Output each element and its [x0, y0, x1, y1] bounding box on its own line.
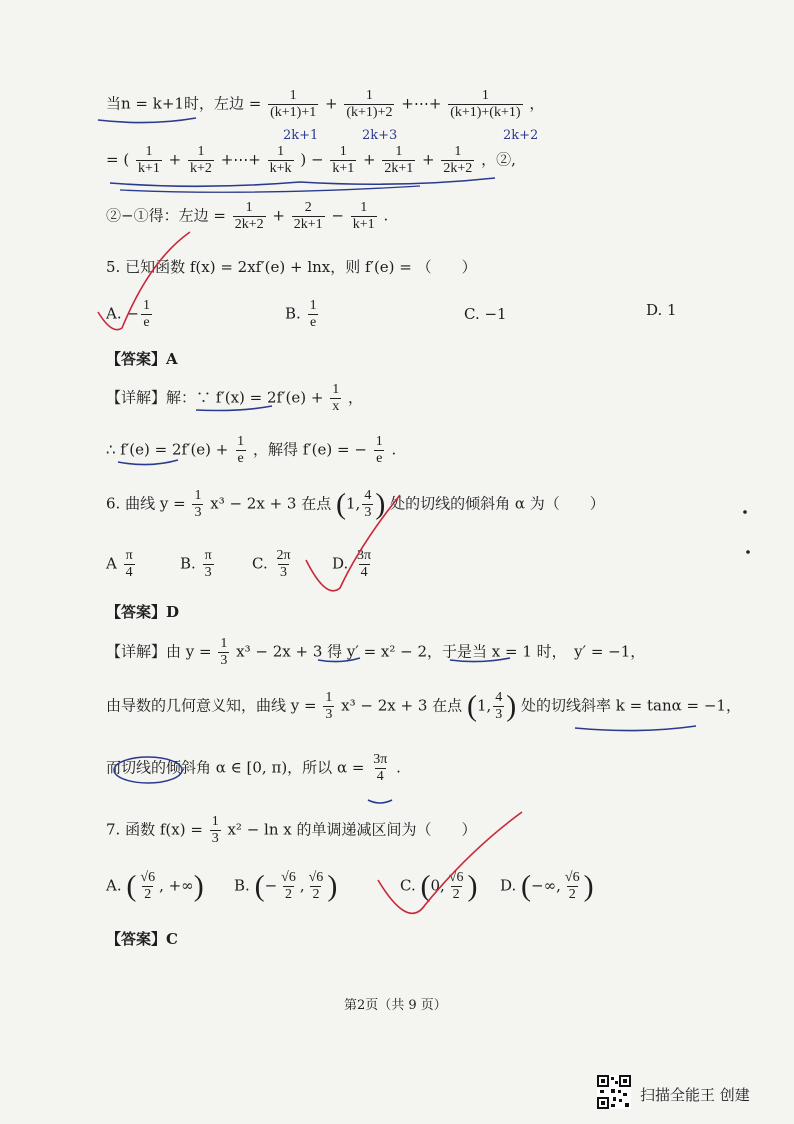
underline-mark [98, 118, 196, 123]
q7-option-c: C. (0, $\frac{√6}{2}$ ) [400, 869, 478, 903]
stray-mark [743, 510, 747, 514]
page-footer: 第2页（共 9 页） [344, 998, 447, 1013]
underline-mark [575, 726, 696, 731]
underline-mark [110, 178, 495, 186]
fraction: $\frac{1}{k+1}$ [352, 200, 375, 232]
handwritten-note: 2k+1 [283, 128, 319, 143]
q6-option-c: C. $\frac{2\pi}{3}$ [252, 548, 291, 580]
q5-therefore: ∴ f′(e) = 2f′(e) + $\frac{1}{e}$ ，解得 f′(e) = − $\frac{1}{e}$ . [106, 434, 397, 466]
q5-option-a: A. − $\frac{1}{e}$ [106, 298, 150, 330]
fraction: $\frac{1}{(k+1)+(k+1)}$ [450, 88, 521, 120]
check-mark [98, 232, 190, 330]
q7-option-a: A. ( $\frac{√6}{2}$ , +∞) [106, 869, 204, 903]
watermark-text: 扫描全能王 创建 [640, 1086, 750, 1104]
q6-option-d: D. $\frac{3\pi}{4}$ [332, 548, 372, 580]
q6-detail-2: 由导数的几何意义知，曲线 y = $\frac{1}{3}$ x³ − 2x + 3 在点 (1, $\frac{4}{3}$ ) 处的切线斜率 k = tanα = −1， [106, 689, 741, 723]
underline-mark [318, 658, 360, 662]
q7-option-b: B. (− $\frac{√6}{2}$ , $\frac{√6}{2}$ ) [234, 869, 338, 903]
fraction: $\frac{1}{(k+1)+1}$ [270, 88, 317, 120]
fraction: $\frac{2}{2k+1}$ [293, 200, 323, 232]
q5-option-b: B. $\frac{1}{e}$ [285, 298, 317, 330]
induction-line-2: = ( $\frac{1}{k+1}$ + $\frac{1}{k+2}$ +⋯+ $\frac{1}{k+k}$ ) − $\frac{1}{k+1}$ + $\frac{1}{2k+1}$ + $\frac{1}{2k+2}$ ，②, [106, 144, 516, 176]
check-mark [378, 812, 522, 913]
fraction: $\frac{1}{2k+2}$ [443, 144, 473, 176]
fraction: $\frac{1}{k+k}$ [269, 144, 292, 176]
ellipsis: +⋯+ [401, 94, 442, 113]
fraction: $\frac{1}{k+2}$ [190, 144, 212, 176]
induction-line-1: 当n = k+1时，左边 = $\frac{1}{(k+1)+1}$ + $\frac{1}{(k+1)+2}$ +⋯+ $\frac{1}{(k+1)+(k+1)}$ ， [106, 88, 545, 120]
stray-mark [746, 550, 750, 554]
q7-answer: 【答案】C [106, 930, 178, 948]
q6-detail-3: 而切线的倾斜角 α ∈ [0, π)，所以 α = $\frac{3\pi}{4}$ . [106, 752, 401, 784]
q6-option-a: A $\frac{\pi}{4}$ [106, 548, 133, 580]
fraction: $\frac{1}{(k+1)+2}$ [346, 88, 393, 120]
q6-answer: 【答案】D [106, 603, 180, 621]
underline-mark [196, 406, 272, 411]
fraction: $\frac{1}{k+1}$ [137, 144, 160, 176]
question-5-stem: 5. 已知函数 f(x) = 2xf′(e) + lnx，则 f′(e) = （ ） [106, 258, 477, 276]
q6-option-b: B. $\frac{\pi}{3}$ [180, 548, 212, 580]
q5-answer: 【答案】A [106, 350, 178, 368]
question-7-stem: 7. 函数 f(x) = $\frac{1}{3}$ x² − ln x 的单调递减区间为（ ） [106, 814, 477, 846]
circle-mark [114, 757, 182, 783]
handwritten-note: 2k+3 [362, 128, 398, 143]
q5-detail: 【详解】解：∵ f′(x) = 2f′(e) + $\frac{1}{x}$ ， [106, 382, 363, 414]
underline-mark [118, 460, 178, 465]
induction-line-3: ②−①得：左边 = $\frac{1}{2k+2}$ + $\frac{2}{2k+1}$ − $\frac{1}{k+1}$ . [106, 200, 389, 232]
underline-mark [450, 658, 510, 662]
fraction: $\frac{1}{2k+2}$ [234, 200, 264, 232]
q5-option-d: D. 1 [646, 301, 677, 319]
handwritten-note: 2k+2 [503, 128, 539, 143]
fraction: $\frac{1}{k+1}$ [332, 144, 355, 176]
check-mark [306, 495, 400, 591]
q5-option-c: C. −1 [464, 305, 507, 323]
fraction: $\frac{1}{2k+1}$ [384, 144, 414, 176]
underline-mark [120, 186, 420, 192]
underline-mark [368, 800, 392, 803]
q6-detail-1: 【详解】由 y = $\frac{1}{3}$ x³ − 2x + 3 得 y′ = x² − 2，于是当 x = 1 时， y′ = −1， [106, 636, 646, 668]
question-6-stem: 6. 曲线 y = $\frac{1}{3}$ x³ − 2x + 3 在点 (1, $\frac{4}{3}$ ) 处的切线的倾斜角 α 为（ ） [106, 487, 605, 521]
q7-option-d: D. (−∞, $\frac{√6}{2}$ ) [500, 869, 594, 903]
line1-prefix: 当n = k+1时，左边 = [106, 94, 262, 113]
